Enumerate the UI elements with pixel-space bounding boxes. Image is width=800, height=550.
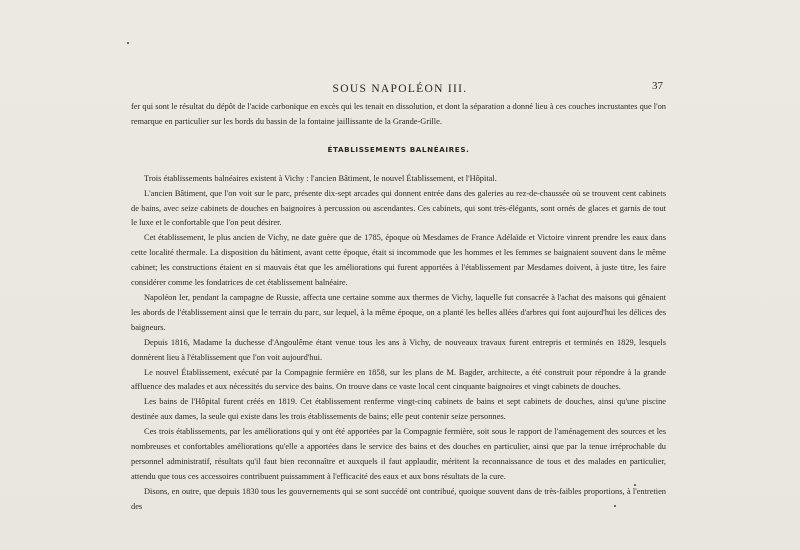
body-paragraph: Depuis 1816, Madame la duchesse d'Angoulême étant venue tous les ans à Vichy, de nouveaux travaux furent entrepris et terminés en 1829, lesquels donnèrent lieu à l'établissement que l'on voit aujourd'hui. <box>131 337 666 362</box>
page-number: 37 <box>652 80 663 92</box>
paper-speck <box>634 484 636 486</box>
body-paragraph: Ces trois établissements, par les améliorations qui y ont été apportées par la Compagnie fermière, soit sous le rapport de l'aménagement des sources et les nombreuses et confortables améliorations qu'elle a apportées dans le service des bains et des douches en particulier, ainsi que par la tenue irréprochable du personnel administratif, résultats qu'il faut bien reconnaître et auxquels il faut applaudir, méritent la reconnaissance de tous et des malades en particulier, attendu que tous ces accessoires contribuent puissamment à l'efficacité des eaux et aux bons résultats de la cure. <box>131 427 666 481</box>
text-body <box>131 100 666 515</box>
paper-speck <box>614 505 616 507</box>
section-title: ÉTABLISSEMENTS BALNÉAIRES. <box>327 144 470 154</box>
body-paragraph: L'ancien Bâtiment, que l'on voit sur le parc, présente dix-sept arcades qui donnent entrée dans des galeries au rez-de-chaussée où se trouvent cent cabinets de bains, avec seize cabinets de douches en baignoires à percussion ou ascendantes. Ces cabinets, qui sont très-élégants, sont ornés de glaces et garnis de tout le luxe et le confortable que l'on peut désirer. <box>131 188 666 228</box>
body-paragraph: Napoléon Ier, pendant la campagne de Russie, affecta une certaine somme aux thermes de Vichy, laquelle fut consacrée à l'achat des maisons qui gênaient les abords de l'établissement ainsi que le terrain du parc, sur lequel, à la même époque, on a planté les belles allées d'arbres qui font aujourd'hui les délices des baigneurs. <box>131 292 666 332</box>
running-title: SOUS NAPOLÉON III. <box>332 83 468 95</box>
body-paragraph: Le nouvel Établissement, exécuté par la Compagnie fermière en 1858, sur les plans de M. Bagder, architecte, a été construit pour répondre à la grande affluence des malades et aux nécessités du service des bains. On trouve dans ce vaste local cent cinquante baignoires et vingt cabinets de douches. <box>131 367 666 392</box>
body-paragraph: Trois établissements balnéaires existent à Vichy : l'ancien Bâtiment, le nouvel Établissement, et l'Hôpital. <box>144 173 497 183</box>
paper-speck <box>127 42 129 44</box>
body-paragraph: Disons, en outre, que depuis 1830 tous les gouvernements qui se sont succédé ont contribué, quoique souvent dans de très-faibles proportions, à l'entretien des <box>131 486 666 511</box>
intro-paragraph: fer qui sont le résultat du dépôt de l'acide carbonique en excès qui les tenait en dissolution, et dont la séparation a donné lieu à ces couches incrustantes que l'on remarque en particulier sur les bords du bassin de la fontaine jaillissante de la Grande-Grille. <box>131 102 666 126</box>
body-paragraph: Cet établissement, le plus ancien de Vichy, ne date guère que de 1785, époque où Mesdames de France Adélaïde et Victoire vinrent prendre les eaux dans cette localité thermale. La disposition du bâtiment, avant cette époque, était si incommode que les hommes et les femmes se baignaient souvent dans le même cabinet; les constructions étaient en si mauvais état que les améliorations qui furent apportées à l'établissement par Mesdames doivent, à juste titre, les faire considérer comme les fondatrices de cet établissement balnéaire. <box>131 233 666 288</box>
body-paragraph: Les bains de l'Hôpital furent créés en 1819. Cet établissement renferme vingt-cinq cabinets de bains et sept cabinets de douches, ainsi qu'une piscine destinée aux dames, la seule qui existe dans les trois établissements de bains; elle peut contenir seize personnes. <box>131 397 666 422</box>
